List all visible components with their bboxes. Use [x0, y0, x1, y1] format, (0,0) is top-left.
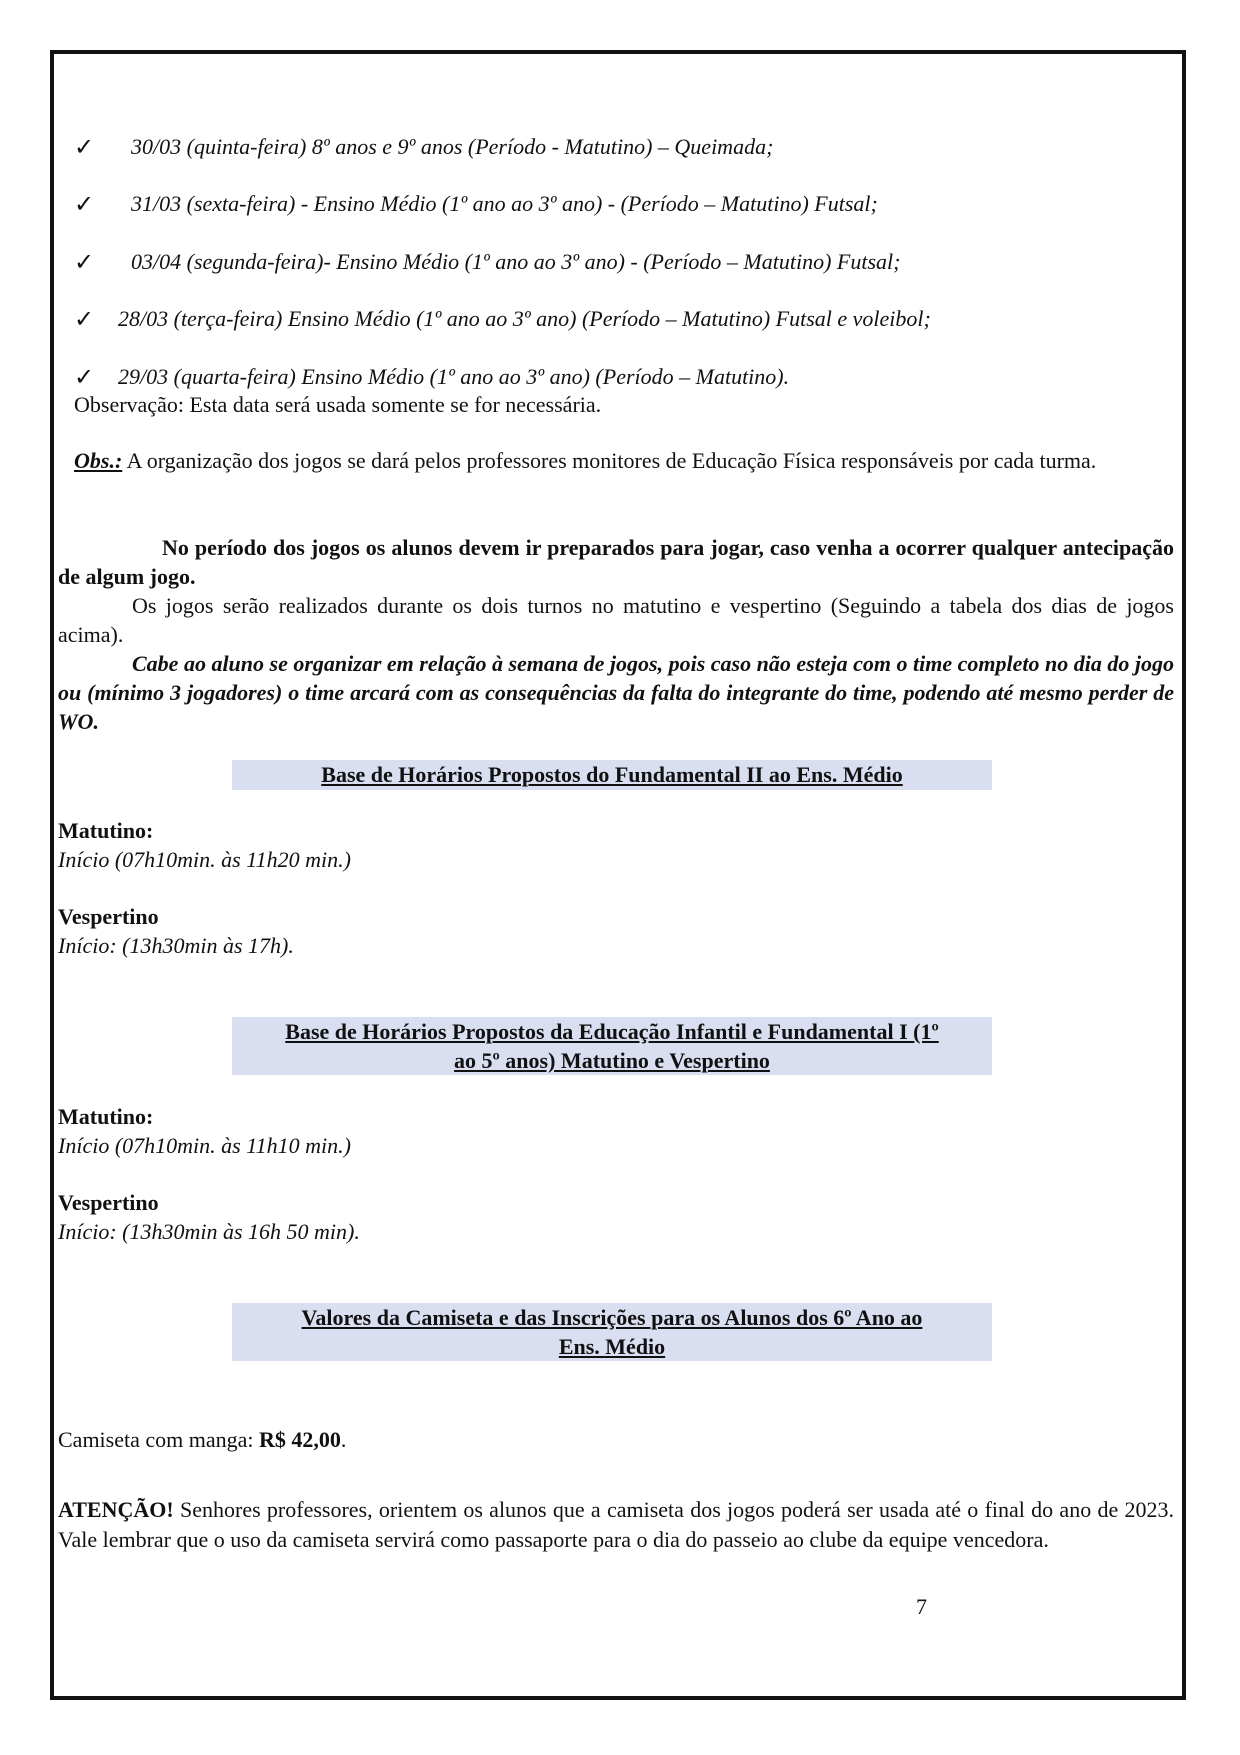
schedule-item: 29/03 (quarta-feira) Ensino Médio (1º ano ao 3º ano) (Período – Matutino).: [118, 364, 790, 389]
page-number: 7: [916, 1594, 927, 1619]
observacao-text: Observação: Esta data será usada somente se for necessária.: [74, 392, 602, 417]
check-icon: ✓: [74, 248, 95, 276]
section-header-fundamental-ii: [232, 760, 992, 790]
matutino-label: Matutino:: [58, 818, 154, 843]
matutino-label: Matutino:: [58, 1104, 154, 1129]
schedule-item: 31/03 (sexta-feira) - Ensino Médio (1º ano ao 3º ano) - (Período – Matutino) Futsal;: [131, 191, 878, 216]
matutino-time: Início (07h10min. às 11h20 min.): [58, 847, 351, 872]
check-icon: ✓: [74, 133, 95, 161]
section-title: Base de Horários Propostos do Fundamental II ao Ens. Médio: [321, 762, 903, 787]
notice-italic: Cabe ao aluno se organizar em relação à semana de jogos, pois caso não esteja com o time completo no dia do jogo ou (mínimo 3 jogadores) o time arcará com as consequências da falta do integrante do time, podendo até mesmo perder de WO.: [58, 651, 1174, 734]
section-header-infantil-fundamental-i: [232, 1017, 992, 1075]
obs-paragraph: [74, 446, 1174, 475]
schedule-item: 30/03 (quinta-feira) 8º anos e 9º anos (Período - Matutino) – Queimada;: [131, 134, 774, 159]
schedule-item: 28/03 (terça-feira) Ensino Médio (1º ano ao 3º ano) (Período – Matutino) Futsal e voleibol;: [118, 306, 931, 331]
vespertino-time: Início: (13h30min às 17h).: [58, 933, 294, 958]
price-suffix: .: [340, 1427, 347, 1452]
notice-bold: No período dos jogos os alunos devem ir preparados para jogar, caso venha a ocorrer qualquer antecipação de algum jogo.: [58, 535, 1174, 589]
price-value: R$ 42,00: [259, 1427, 341, 1452]
matutino-time: Início (07h10min. às 11h10 min.): [58, 1133, 351, 1158]
atencao-text: Senhores professores, orientem os alunos que a camiseta dos jogos poderá ser usada até o final do ano de 2023. Vale lembrar que o uso da camiseta servirá como passaporte para o dia do passeio ao clube da equipe vencedora.: [58, 1497, 1174, 1552]
vespertino-time: Início: (13h30min às 16h 50 min).: [58, 1219, 360, 1244]
vespertino-label: Vespertino: [58, 1190, 159, 1215]
obs-label: Obs.:: [74, 448, 123, 473]
section-title-line2: Ens. Médio: [558, 1334, 666, 1359]
section-title-line1: Base de Horários Propostos da Educação Infantil e Fundamental I (1º: [285, 1019, 939, 1044]
check-icon: ✓: [74, 363, 95, 391]
check-icon: ✓: [74, 305, 95, 333]
check-icon: ✓: [74, 190, 95, 218]
schedule-item: 03/04 (segunda-feira)- Ensino Médio (1º ano ao 3º ano) - (Período – Matutino) Futsal;: [131, 249, 901, 274]
obs-text: A organização dos jogos se dará pelos professores monitores de Educação Física responsáveis por cada turma.: [122, 448, 1097, 473]
section-header-valores: [232, 1303, 992, 1361]
section-title-line1: Valores da Camiseta e das Inscrições para os Alunos dos 6º Ano ao: [301, 1305, 923, 1330]
vespertino-label: Vespertino: [58, 904, 159, 929]
section-title-line2: ao 5º anos) Matutino e Vespertino: [454, 1048, 770, 1073]
notice-turnos: Os jogos serão realizados durante os dois turnos no matutino e vespertino (Seguindo a tabela dos dias de jogos acima).: [58, 593, 1174, 647]
price-label: Camiseta com manga:: [58, 1427, 259, 1452]
atencao-label: ATENÇÃO!: [58, 1497, 174, 1522]
camiseta-price: [58, 1427, 346, 1453]
atencao-paragraph: [58, 1495, 1174, 1555]
